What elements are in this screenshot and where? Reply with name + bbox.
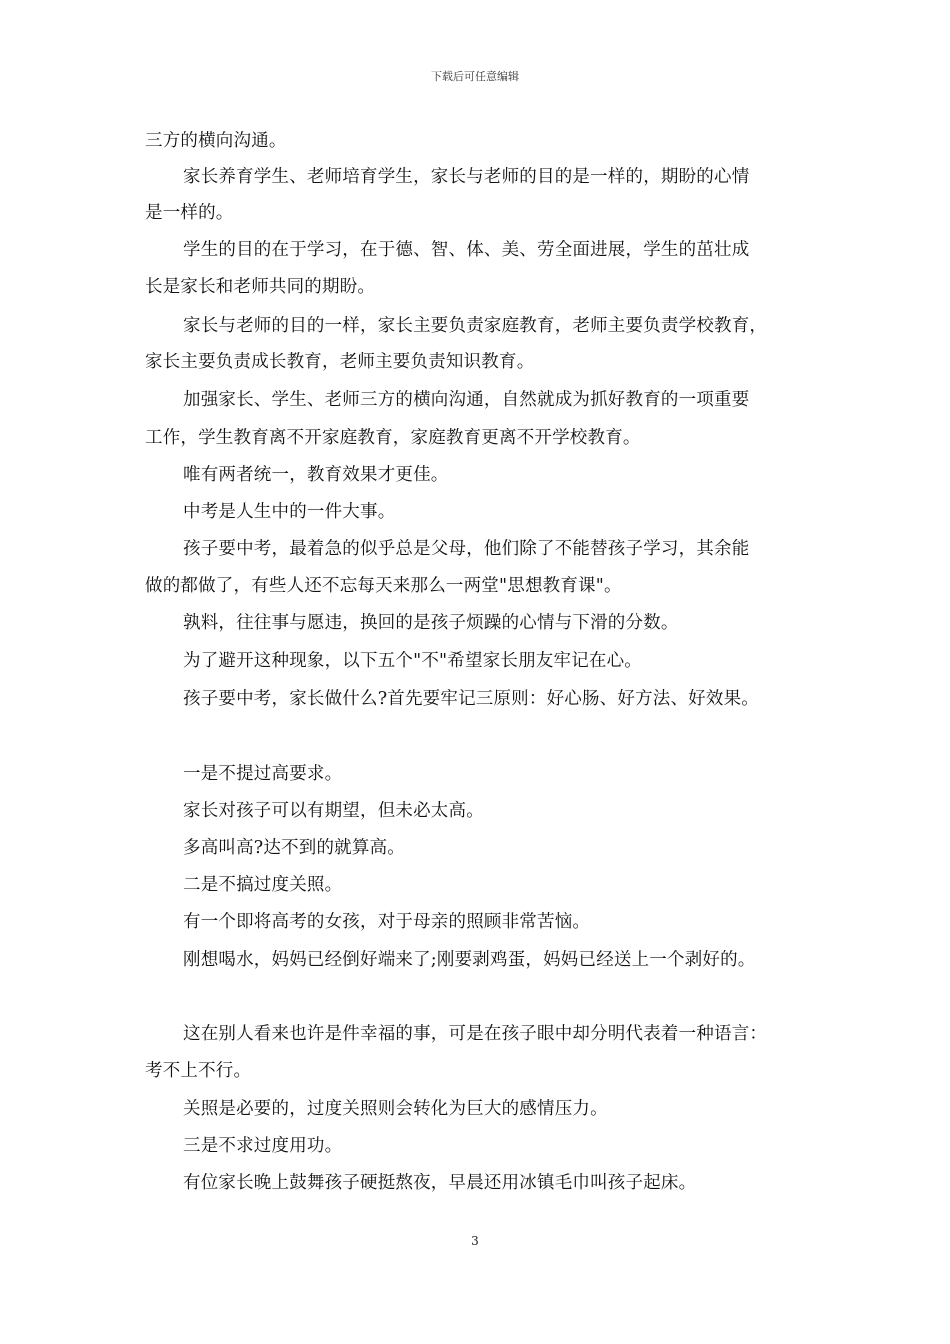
text-line: 有位家长晚上鼓舞孩子硬挺熬夜，早晨还用冰镇毛巾叫孩子起床。 xyxy=(183,1173,697,1193)
text-line: 学生的目的在于学习，在于德、智、体、美、劳全面进展，学生的茁壮成 xyxy=(183,240,750,260)
text-line: 有一个即将高考的女孩，对于母亲的照顾非常苦恼。 xyxy=(183,912,591,932)
text-line: 这在别人看来也许是件幸福的事，可是在孩子眼中却分明代表着一种语言： xyxy=(183,1024,768,1044)
text-line: 关照是必要的，过度关照则会转化为巨大的感情压力。 xyxy=(183,1099,608,1119)
text-line: 二是不搞过度关照。 xyxy=(183,875,343,895)
text-line: 刚想喝水，妈妈已经倒好端来了;刚要剥鸡蛋，妈妈已经送上一个剥好的。 xyxy=(183,950,756,970)
text-line: 孰料，往往事与愿违，换回的是孩子烦躁的心情与下滑的分数。 xyxy=(183,613,679,633)
text-line: 中考是人生中的一件大事。 xyxy=(183,502,396,522)
text-line: 孩子要中考，最着急的似乎总是父母，他们除了不能替孩子学习，其余能 xyxy=(183,539,750,559)
text-line: 做的都做了，有些人还不忘每天来那么一两堂"思想教育课"。 xyxy=(145,576,622,596)
text-line: 唯有两者统一，教育效果才更佳。 xyxy=(183,465,449,485)
text-line: 考不上不行。 xyxy=(145,1061,252,1081)
text-line: 家长主要负责成长教育，老师主要负责知识教育。 xyxy=(145,352,535,372)
text-line: 三方的横向沟通。 xyxy=(145,131,287,151)
text-line: 一是不提过高要求。 xyxy=(183,764,343,784)
text-line: 加强家长、学生、老师三方的横向沟通，自然就成为抓好教育的一项重要 xyxy=(183,390,750,410)
text-line: 工作，学生教育离不开家庭教育，家庭教育更离不开学校教育。 xyxy=(145,428,641,448)
text-line: 家长养育学生、老师培育学生，家长与老师的目的是一样的，期盼的心情 xyxy=(183,167,750,187)
text-line: 长是家长和老师共同的期盼。 xyxy=(145,277,376,297)
text-line: 孩子要中考，家长做什么?首先要牢记三原则：好心肠、好方法、好效果。 xyxy=(183,689,759,709)
text-line: 三是不求过度用功。 xyxy=(183,1136,343,1156)
text-line: 为了避开这种现象，以下五个"不"希望家长朋友牢记在心。 xyxy=(183,651,642,671)
text-line: 家长对孩子可以有期望，但未必太高。 xyxy=(183,801,484,821)
text-line: 多高叫高?达不到的就算高。 xyxy=(183,838,405,858)
text-line: 是一样的。 xyxy=(145,203,234,223)
page-header: 下载后可任意编辑 xyxy=(431,70,519,83)
page-number: 3 xyxy=(471,1234,479,1248)
text-line: 家长与老师的目的一样，家长主要负责家庭教育，老师主要负责学校教育， xyxy=(183,316,768,336)
